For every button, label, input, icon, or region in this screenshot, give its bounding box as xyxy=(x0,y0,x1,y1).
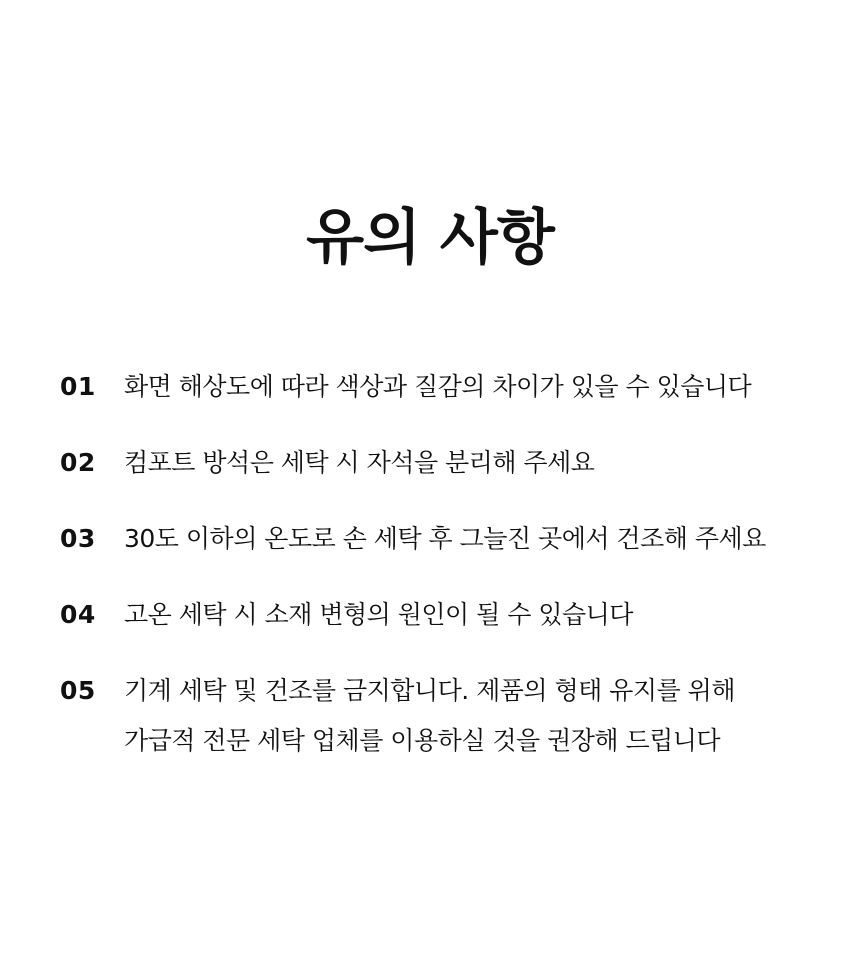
notice-item-05 xyxy=(60,670,820,762)
notice-number: 05 xyxy=(60,676,96,705)
notice-line: 화면 해상도에 따라 색상과 질감의 차이가 있을 수 있습니다 xyxy=(124,372,752,401)
notice-item-02 xyxy=(60,442,820,484)
notice-item-01 xyxy=(60,366,820,408)
notice-list xyxy=(60,366,820,796)
notice-item-04 xyxy=(60,594,820,636)
notice-line: 컴포트 방석은 세탁 시 자석을 분리해 주세요 xyxy=(124,448,595,477)
notice-line: 가급적 전문 세탁 업체를 이용하실 것을 권장해 드립니다 xyxy=(124,726,721,755)
notice-number: 02 xyxy=(60,448,96,477)
notice-line: 고온 세탁 시 소재 변형의 원인이 될 수 있습니다 xyxy=(124,600,633,629)
notice-line: 30도 이하의 온도로 손 세탁 후 그늘진 곳에서 건조해 주세요 xyxy=(124,524,766,553)
notice-number: 04 xyxy=(60,600,96,629)
notice-number: 01 xyxy=(60,372,96,401)
notice-line: 기계 세탁 및 건조를 금지합니다. 제품의 형태 유지를 위해 xyxy=(124,676,735,705)
notice-text xyxy=(124,442,820,484)
notice-item-03 xyxy=(60,518,820,560)
notice-text xyxy=(124,594,820,636)
notice-text xyxy=(124,366,820,408)
notice-number: 03 xyxy=(60,524,96,553)
page-title: 유의 사항 xyxy=(306,203,554,273)
notice-text xyxy=(124,670,820,762)
notice-text xyxy=(124,518,820,560)
